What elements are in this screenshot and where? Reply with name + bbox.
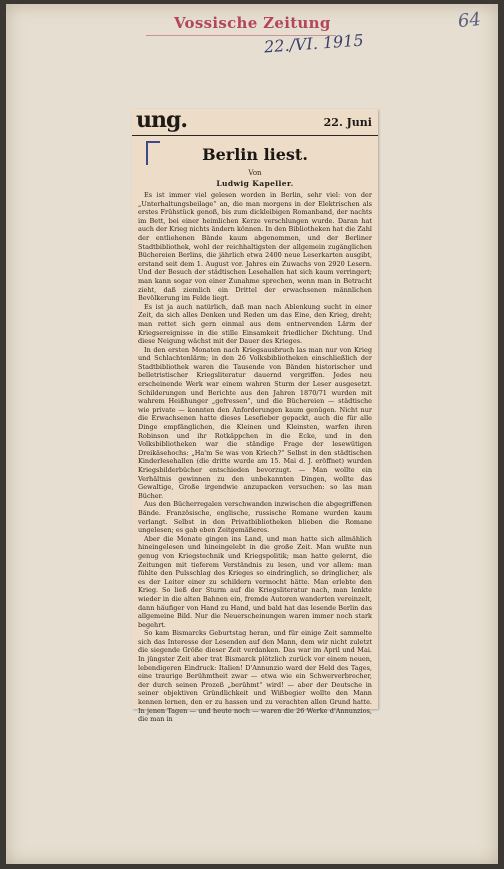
handwritten-date: 22./VI. 1915: [263, 30, 365, 57]
article-paragraph: Es ist immer viel gelesen worden in Berlin, sehr viel: von der „Unterhaltungsbeilage“ an, die man morgens in der Elektrischen als erstes Frühstück genoß, bis zum dickleibigen Romanband, der nachts im Bett, bei einer heimlichen Kerze verschlungen wurde. Daran hat auch der Krieg nichts ändern können. In den Bibliotheken hat die Zahl der entliehenen Bände kaum abgenommen, und der Berliner Stadtbibliothek, wohl der reichhaltigsten der allgemein zugänglichen Büchereien Berlins, die jährlich etwa 2400 neue Leserkarten ausgibt, erstand seit dem 1. August vor. Jahres ein Zuwachs von 2920 Lesern. Und der Besuch der städtischen Lesehallen hat sich kaum verringert; man kann sogar von einer Zunahme sprechen, wenn man in Betracht zieht, daß ziemlich ein Drittel der erwachsenen männlichen Bevölkerung im Felde liegt.: [138, 191, 372, 303]
article-author: Ludwig Kapeller.: [216, 179, 294, 188]
article-paragraph: In den ersten Monaten nach Kriegsausbruch las man nur von Krieg und Schlachtenlärm; in den 26 Volksbibliotheken einschließlich der Stadtbibliothek waren die Tausende von Bänden historischer und belletristischer Kriegsliteratur dauernd vergriffen. Jedes neu erscheinende Werk war einem wahren Sturm der Leser ausgesetzt. Schilderungen und Berichte aus den Jahren 1870/71 wurden mit wahrem Heißhunger „gefressen“, und die Büchereien — städtische wie private — konnten den Anforderungen kaum genügen. Nicht nur die Erwachsenen hatte dieses Lesefieber gepackt, auch die für alle Dinge empfänglichen, die Kleinen und Kleinsten, warfen ihren Robinson und ihr Rotkäppchen in die Ecke, und in den Volksbibliotheken war die ständige Frage der lesewütigen Dreikäsehochs: „Ha'm Se was von Kriech?“ Selbst in den städtischen Kinderlesehallen (die dritte wurde am 15. Mai d. J. eröffnet) wurden Kriegsbilderbücher entschieden bevorzugt. — Man wollte ein Verhältnis gewinnen zu den unbekannten Dingen, wollte das Gewaltige, Große irgendwie anzupacken versuchen: so las man Bücher.: [138, 345, 372, 500]
byline-prefix: Von: [248, 169, 262, 177]
article-paragraph: So kam Bismarcks Geburtstag heran, und für einige Zeit sammelte sich das Interesse der Lesenden auf den Mann, dem wir nicht zuletzt die siegende Größe dieser Zeit verdanken. Das war im April und Mai. In jüngster Zeit aber trat Bismarck plötzlich zurück vor einem neuen, lebendigeren Eindruck: Italien! D'Annunzio ward der Held des Tages, eine traurige Berühmtheit zwar — etwa wie ein Schwerverbrecher, der durch seinen Prozeß „berühmt“ wird! — aber der Deutsche in seiner objektiven Gründlichkeit und Wißbegier wollte den Mann kennen lernen, den er zu hassen und zu verachten allen Grund hatte. In jenen Tagen — und heute noch — waren die 26 Werke d'Annunzios, die man in: [138, 629, 372, 724]
article-body: [138, 191, 372, 724]
archive-sheet: [6, 4, 498, 864]
newspaper-name-stamp: Vossische Zeitung: [174, 14, 331, 32]
clipping-header: [132, 109, 378, 136]
handwritten-page-number: 64: [456, 8, 482, 33]
newspaper-clipping: [132, 107, 378, 724]
article-paragraph: Es ist ja auch natürlich, daß man nach Ablenkung sucht in einer Zeit, da sich alles Denken und Reden um das Eine, den Krieg, dreht; man rettet sich gern einmal aus dem entnervenden Lärm der Kriegsereignisse in die stille Einsamkeit friedlicher Dichtung. Und diese Neigung wächst mit der Dauer des Krieges.: [138, 302, 372, 346]
masthead-fragment: ung.: [136, 107, 188, 133]
article-paragraph: Aber die Monate gingen ins Land, und man hatte sich allmählich hineingelesen und hineingelebt in die große Zeit. Man wußte nun genug von Kriegstechnik und Kriegspolitik; man hatte gelernt, die Zeitungen mit tieferem Verständnis zu lesen, und vor allem: man fühlte den Pulsschlag des Krieges so eindringlich, so dringlicher, als es der Leiter einer zu schildern vermocht hätte. Man erlebte den Krieg. So ließ der Sturm auf die Kriegsliteratur nach, man lenkte wieder in die alten Bahnen ein, fremde Autoren wanderten vereinzelt, dann häufiger von Hand zu Hand, und bald hat das lesende Berlin das allgemeine Bild. Nur die Neuerscheinungen waren immer noch stark begehrt.: [138, 534, 372, 629]
article-title: Berlin liest.: [202, 145, 308, 164]
article-paragraph: Aus den Bücherregalen verschwanden inzwischen die abgegriffenen Bände. Französische, englische, russische Romane wurden kaum verlangt. Selbst in den Privatbibliotheken blieben die Romane ungelesen; es gab eben Zeitgemäßeres.: [138, 500, 372, 535]
issue-date: 22. Juni: [323, 116, 372, 129]
